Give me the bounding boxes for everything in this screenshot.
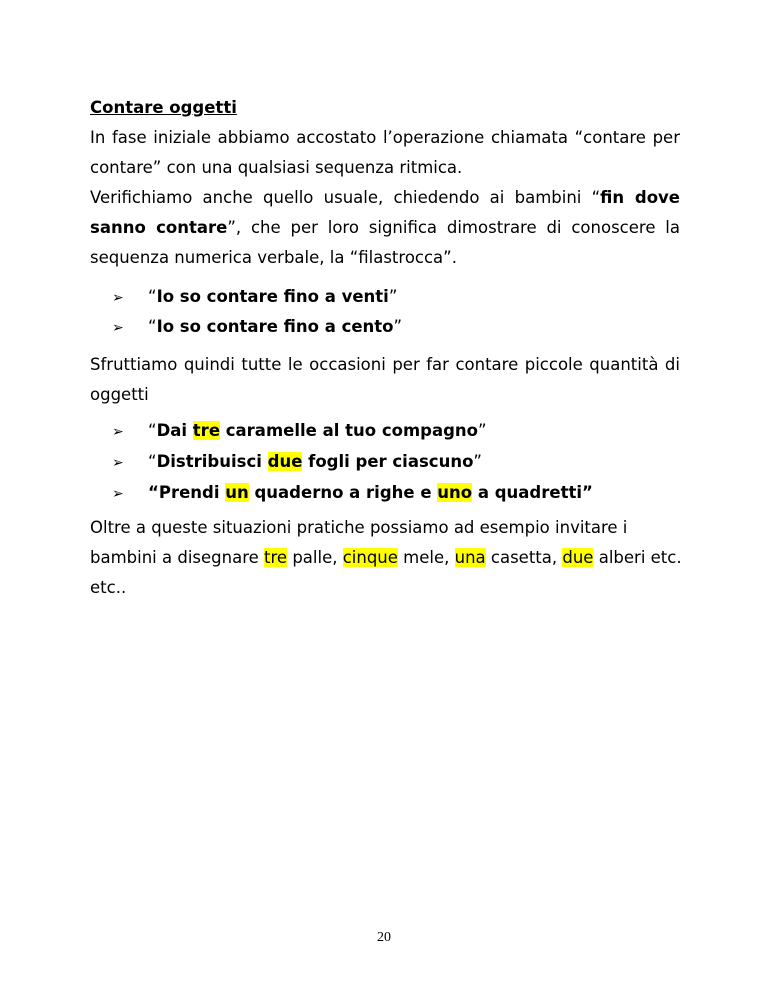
- bullet-item: [112, 447, 482, 477]
- quote-close: ”: [393, 317, 403, 336]
- highlighted-number: due: [267, 452, 303, 471]
- bullet-text-pre: Prendi: [158, 483, 226, 502]
- paragraph-verify: [90, 183, 680, 273]
- paragraph-intro-text: In fase iniziale abbiamo accostato l’operazione chiamata “contare per contare” con una qualsiasi sequenza ritmica.: [90, 128, 680, 177]
- paragraph-verify-after: ”, che per loro significa dimostrare di conoscere la sequenza numerica verbale, la “filastrocca”.: [90, 218, 680, 267]
- quote-open: “: [148, 317, 157, 336]
- bullet-item: [112, 282, 397, 312]
- conclusion-text: alberi etc. etc..: [90, 548, 682, 597]
- quote-close: ”: [477, 421, 487, 440]
- bullet-text-post: caramelle al tuo compagno: [220, 421, 478, 440]
- bullet-text-mid: quaderno a righe e: [248, 483, 438, 502]
- quote-close: ”: [473, 452, 482, 471]
- quote-open: “: [148, 421, 157, 440]
- highlighted-number: tre: [192, 421, 221, 440]
- paragraph-verify-before: Verifichiamo anche quello usuale, chiedendo ai bambini “: [90, 188, 601, 207]
- bullet-text: Io so contare fino a venti: [156, 287, 389, 306]
- arrow-bullet-icon: ➢: [112, 424, 124, 440]
- page-number: 20: [377, 930, 391, 945]
- bullet-text-pre: Dai: [156, 421, 193, 440]
- paragraph-exploit: [90, 350, 680, 410]
- bullet-item: [112, 312, 402, 342]
- arrow-bullet-icon: ➢: [112, 455, 124, 471]
- paragraph-conclusion: [90, 513, 690, 603]
- highlighted-number: uno: [437, 483, 473, 502]
- arrow-bullet-icon: ➢: [112, 486, 124, 502]
- quote-close: ”: [388, 287, 398, 306]
- bullet-item: [112, 478, 593, 508]
- conclusion-text: Oltre a queste situazioni pratiche possiamo ad esempio invitare i bambini a disegnare: [90, 518, 628, 567]
- quote-open: “: [148, 452, 157, 471]
- highlighted-number: un: [225, 483, 249, 502]
- highlighted-number: una: [454, 548, 486, 567]
- paragraph-verify-bold: fin dove sanno contare: [90, 188, 680, 237]
- bullet-text-post: fogli per ciascuno: [302, 452, 474, 471]
- paragraph-intro: [90, 123, 680, 183]
- highlighted-number: due: [562, 548, 594, 567]
- bullet-text-post: a quadretti”: [472, 483, 593, 502]
- bullet-text: Io so contare fino a cento: [156, 317, 394, 336]
- highlighted-number: tre: [264, 548, 288, 567]
- section-heading: Contare oggetti: [90, 98, 237, 117]
- arrow-bullet-icon: ➢: [112, 320, 124, 336]
- quote-open: “: [148, 287, 157, 306]
- conclusion-text: mele,: [397, 548, 455, 567]
- arrow-bullet-icon: ➢: [112, 290, 124, 306]
- conclusion-text: casetta,: [485, 548, 563, 567]
- bullet-item: [112, 416, 487, 446]
- quote-open: “: [148, 483, 159, 502]
- highlighted-number: cinque: [342, 548, 398, 567]
- paragraph-exploit-text: Sfruttiamo quindi tutte le occasioni per far contare piccole quantità di oggetti: [90, 355, 680, 404]
- conclusion-text: palle,: [287, 548, 343, 567]
- bullet-text-pre: Distribuisci: [156, 452, 268, 471]
